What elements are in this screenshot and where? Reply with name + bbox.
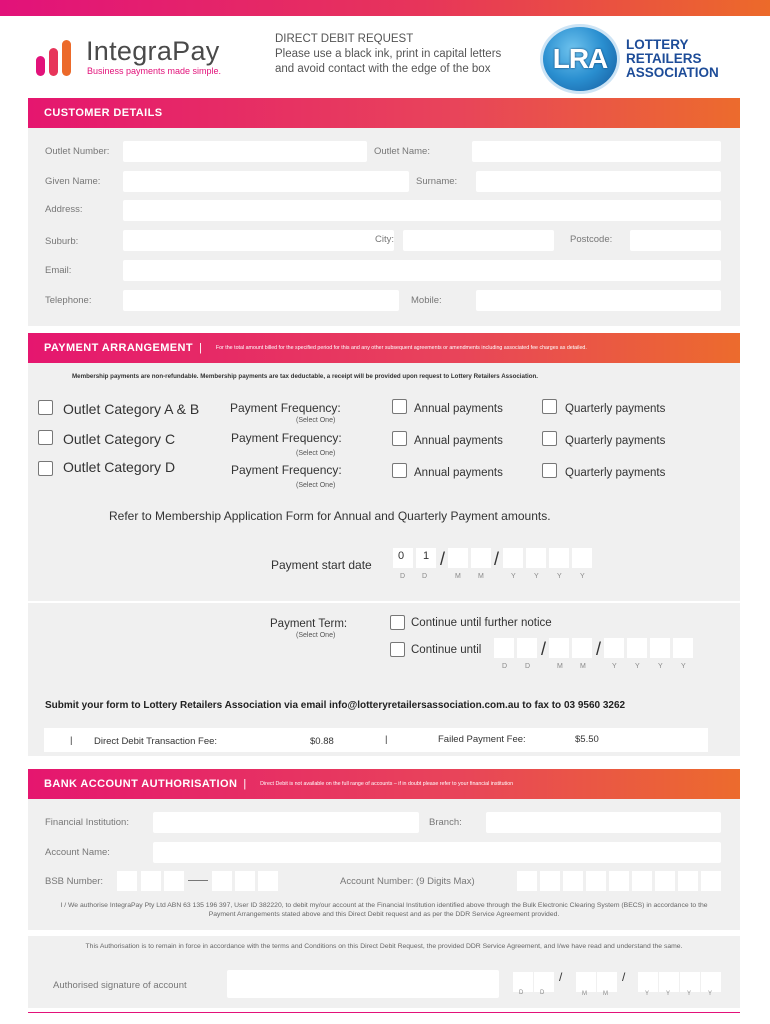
quarterly-checkbox-d[interactable] [542,463,557,478]
start-hint-y1: Y [511,573,517,580]
until-hint-d1: D [502,663,509,670]
frequency-label-d: Payment Frequency: [231,463,342,477]
start-date-day-1[interactable] [393,548,413,568]
select-one-d: (Select One) [296,482,336,489]
lra-name [626,38,746,80]
select-one-ab: (Select One) [296,417,336,424]
payment-term-select-one: (Select One) [296,632,336,639]
account-digit-1[interactable] [517,871,537,891]
until-year-1[interactable] [604,638,624,658]
until-year-2[interactable] [627,638,647,658]
account-digit-4[interactable] [586,871,606,891]
branch-label: Branch: [429,817,462,828]
bsb-digit-2[interactable] [141,871,161,891]
sign-hint-d2: D [540,990,546,996]
start-date-day-2[interactable] [416,548,436,568]
payment-arrangement-note: For the total amount billed for the specified period for this and any other subsequent agreements or amendments including associated fee charges as detailed. [215,345,587,351]
bsb-digit-6[interactable] [258,871,278,891]
sign-hint-y1: Y [645,991,651,997]
signature-label: Authorised signature of account [53,980,187,991]
quarterly-checkbox-c[interactable] [542,431,557,446]
membership-note: Membership payments are non-refundable. Membership payments are tax deductable, a receipt will be provided upon request to Lottery Retailers Association. [72,373,539,380]
start-hint-d2: D [422,573,429,580]
continue-until-label: Continue until [411,644,482,656]
lra-name-line-2: RETAILERS [626,51,702,66]
surname-label: Surname: [416,176,458,187]
dd-fee-label: Direct Debit Transaction Fee: [94,736,218,747]
given-name-label: Given Name: [45,176,101,187]
start-date-year-3[interactable] [549,548,569,568]
start-date-slash-1: / [440,549,446,569]
instructions-title: DIRECT DEBIT REQUEST [275,33,414,45]
bank-title-separator: | [243,778,247,790]
branch-field[interactable] [486,812,721,833]
terms-text: This Authorisation is to remain in force in accordance with the terms and Conditions on this Direct Debit Request, the provided DDR Service Agreement, and I/we have read and understand the same. [85,943,683,950]
suburb-label: Suburb: [45,236,79,247]
until-hint-y3: Y [658,663,664,670]
bsb-digit-1[interactable] [117,871,137,891]
category-ab-checkbox[interactable] [38,400,53,415]
start-date-day-1-value: 0 [398,550,405,562]
until-hint-m1: M [557,663,564,670]
quarterly-label-d: Quarterly payments [565,467,666,479]
continue-until-notice-label: Continue until further notice [411,617,552,629]
annual-label-ab: Annual payments [414,403,503,415]
sign-date-day-2[interactable] [534,972,554,992]
category-c-label: Outlet Category C [63,431,176,447]
until-hint-d2: D [525,663,532,670]
customer-details-panel [28,128,740,326]
frequency-label-c: Payment Frequency: [231,431,342,445]
sign-date-year-2[interactable] [659,972,679,992]
payment-title-separator: | [198,342,202,354]
failed-fee-label: Failed Payment Fee: [438,734,526,745]
bank-authorisation-panel [28,799,740,930]
sign-hint-m1: M [582,991,588,997]
until-month-1[interactable] [549,638,569,658]
until-slash-2: / [596,639,602,659]
start-hint-d1: D [400,573,407,580]
start-hint-y2: Y [534,573,540,580]
sign-date-slash-2: / [622,970,626,984]
dd-fee-value: $0.88 [310,736,334,747]
account-name-label: Account Name: [45,847,110,858]
mobile-field[interactable] [476,290,721,311]
suburb-field[interactable] [123,230,394,251]
start-date-slash-2: / [494,549,500,569]
category-d-label: Outlet Category D [63,459,176,475]
bottom-rule [28,1012,740,1013]
sign-date-month-2[interactable] [597,972,617,992]
bank-authorisation-title: BANK ACCOUNT AUTHORISATION [44,778,238,790]
outlet-name-label: Outlet Name: [374,146,430,157]
sign-date-year-3[interactable] [680,972,700,992]
payment-start-date-label: Payment start date [271,558,372,572]
signature-panel [28,936,740,1008]
annual-checkbox-d[interactable] [392,463,407,478]
sign-date-day-1[interactable] [513,972,533,992]
until-day-2[interactable] [517,638,537,658]
account-number-label: Account Number: (9 Digits Max) [340,876,475,887]
sign-date-slash-1: / [559,970,563,984]
mobile-label: Mobile: [411,295,442,306]
fee-separator-right: | [385,734,388,745]
until-hint-y1: Y [612,663,618,670]
lra-initials: LRA [552,43,608,74]
annual-label-d: Annual payments [414,467,503,479]
sign-hint-d1: D [519,990,525,996]
authorisation-text: I / We authorise IntegraPay Pty Ltd ABN 63 135 196 397, User ID 382220, to debit my/our account at the Financial Institution identified above through the Bulk Electronic Clearing System (BECS) in accordance to the Payment Arrangements stated above and this Direct Debit request and as per the DDR Service Agreement provided. [60,902,708,918]
lra-name-line-3: ASSOCIATION [626,65,719,80]
sign-date-year-4[interactable] [701,972,721,992]
lra-logo [540,24,620,94]
form-instructions [275,32,505,77]
quarterly-label-ab: Quarterly payments [565,403,666,415]
sign-hint-m2: M [603,991,609,997]
lra-name-line-1: LOTTERY [626,37,689,52]
email-field[interactable] [123,260,721,281]
brand-name: IntegraPay [86,36,220,66]
address-label: Address: [45,204,83,215]
telephone-field[interactable] [123,290,399,311]
instructions-body: Please use a black ink, print in capital letters and avoid contact with the edge of the box [275,48,502,75]
outlet-number-field[interactable] [123,141,367,162]
sign-date-month-1[interactable] [576,972,596,992]
start-hint-y4: Y [580,573,586,580]
account-name-field[interactable] [153,842,721,863]
signature-field[interactable] [227,970,499,998]
given-name-field[interactable] [123,171,409,192]
select-one-c: (Select One) [296,450,336,457]
address-field[interactable] [123,200,721,221]
start-hint-y3: Y [557,573,563,580]
outlet-name-field[interactable] [472,141,721,162]
start-date-month-1[interactable] [448,548,468,568]
sign-date-year-1[interactable] [638,972,658,992]
continue-until-checkbox[interactable] [390,642,405,657]
annual-checkbox-ab[interactable] [392,399,407,414]
postcode-label: Postcode: [570,234,613,245]
start-date-day-2-value: 1 [423,550,430,562]
account-digit-6[interactable] [632,871,652,891]
bsb-digit-4[interactable] [212,871,232,891]
category-d-checkbox[interactable] [38,461,53,476]
integrapay-logo-icon [36,40,76,76]
until-day-1[interactable] [494,638,514,658]
frequency-label-ab: Payment Frequency: [230,401,341,415]
continue-until-notice-checkbox[interactable] [390,615,405,630]
annual-checkbox-c[interactable] [392,431,407,446]
bank-authorisation-header [28,769,740,799]
start-date-month-2[interactable] [471,548,491,568]
failed-fee-value: $5.50 [575,734,599,745]
payment-arrangement-title: PAYMENT ARRANGEMENT [44,342,193,354]
start-hint-m2: M [478,573,485,580]
start-date-year-1[interactable] [503,548,523,568]
account-digit-5[interactable] [609,871,629,891]
telephone-label: Telephone: [45,295,92,306]
city-field[interactable] [403,230,554,251]
start-hint-m1: M [455,573,462,580]
bsb-dash [188,880,208,881]
city-label: City: [375,234,394,245]
email-label: Email: [45,265,72,276]
quarterly-checkbox-ab[interactable] [542,399,557,414]
payment-term-label: Payment Term: [270,618,348,630]
payment-arrangement-panel [28,363,740,756]
start-date-year-4[interactable] [572,548,592,568]
until-hint-y4: Y [681,663,687,670]
start-date-year-2[interactable] [526,548,546,568]
sign-hint-y2: Y [666,991,672,997]
category-ab-label: Outlet Category A & B [63,401,200,417]
bank-authorisation-note: Direct Debit is not available on the full range of accounts – if in doubt please refer to your financial institution [260,781,514,787]
account-digit-2[interactable] [540,871,560,891]
payment-arrangement-header [28,333,740,363]
annual-label-c: Annual payments [414,435,503,447]
until-year-4[interactable] [673,638,693,658]
institution-field[interactable] [153,812,419,833]
bsb-label: BSB Number: [45,876,104,887]
bsb-digit-3[interactable] [164,871,184,891]
customer-details-header [28,98,740,128]
account-digit-3[interactable] [563,871,583,891]
until-month-2[interactable] [572,638,592,658]
fees-box [44,728,708,752]
bsb-digit-5[interactable] [235,871,255,891]
account-digit-9[interactable] [701,871,721,891]
surname-field[interactable] [476,171,721,192]
account-digit-8[interactable] [678,871,698,891]
customer-details-title: CUSTOMER DETAILS [44,107,163,119]
fee-separator-left: | [70,735,73,746]
until-year-3[interactable] [650,638,670,658]
until-hint-y2: Y [635,663,641,670]
institution-label: Financial Institution: [45,817,129,828]
until-hint-m2: M [580,663,587,670]
sign-hint-y4: Y [708,991,714,997]
payment-divider [28,601,740,603]
outlet-number-label: Outlet Number: [45,146,110,157]
category-c-checkbox[interactable] [38,430,53,445]
sign-hint-y3: Y [687,991,693,997]
until-slash-1: / [541,639,547,659]
submit-instructions: Submit your form to Lottery Retailers Association via email info@lotteryretailersassociation.com.au to fax to 03 9560 3262 [45,700,626,711]
postcode-field[interactable] [630,230,721,251]
top-gradient-bar [0,0,770,16]
quarterly-label-c: Quarterly payments [565,435,666,447]
refer-membership-text: Refer to Membership Application Form for Annual and Quarterly Payment amounts. [109,509,551,523]
account-digit-7[interactable] [655,871,675,891]
brand-tagline: Business payments made simple. [87,66,222,76]
